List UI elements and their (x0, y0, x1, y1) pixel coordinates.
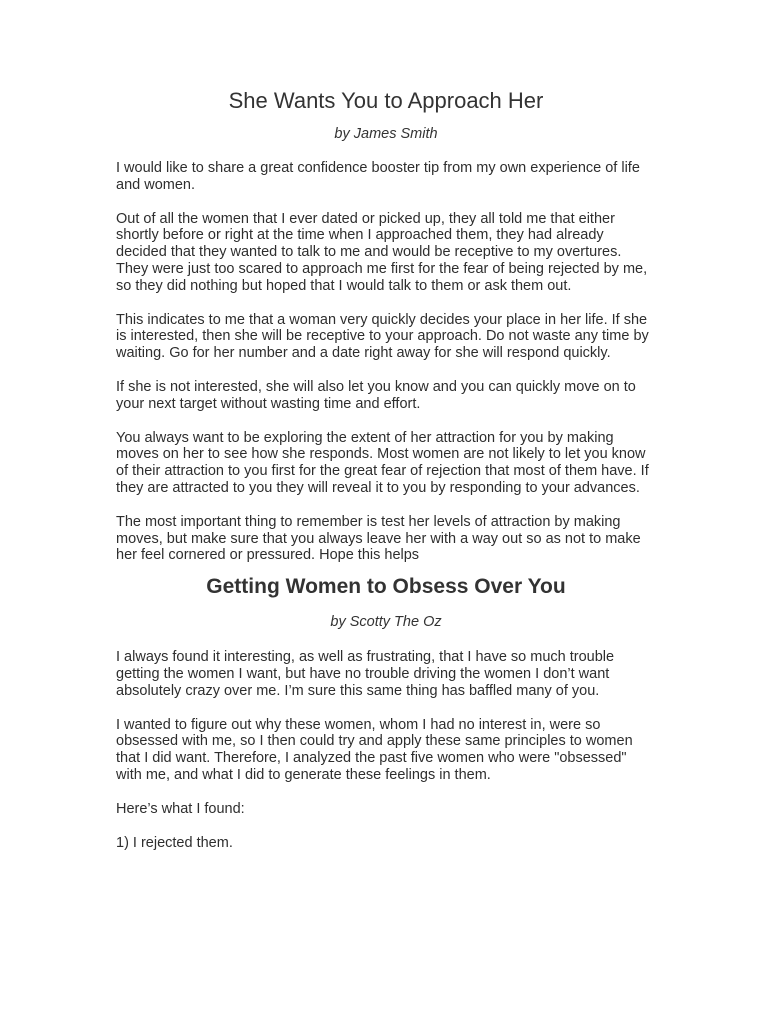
paragraph: Out of all the women that I ever dated or picked up, they all told me that either shortly before or right at the time when I approached them, they had already decided that they wanted to talk to me and would be receptive to my overtures. They were just too scared to approach me first for the fear of being rejected by me, so they did nothing but hoped that I would talk to them or ask them out. (116, 210, 648, 294)
article-title: Getting Women to Obsess Over You (206, 575, 566, 599)
article-byline: by Scotty The Oz (330, 614, 442, 631)
paragraph: I wanted to figure out why these women, whom I had no interest in, were so obsessed with me, so I then could try and apply these same principles to women that I did want. Therefore, I analyzed the past five women who were "obsessed" with me, and what I did to generate these feelings in them. (116, 716, 633, 783)
document-content (116, 88, 656, 851)
paragraph: I would like to share a great confidence booster tip from my own experience of life and women. (116, 160, 640, 193)
article-byline: by James Smith (334, 126, 438, 142)
list-item: 1) I rejected them. (116, 834, 233, 851)
paragraph: If she is not interested, she will also let you know and you can quickly move on to your next target without wasting time and effort. (116, 378, 636, 412)
paragraph: I always found it interesting, as well as frustrating, that I have so much trouble getting the women I want, but have no trouble driving the women I don’t want absolutely crazy over me. I’m sure this same thing has baffled many of you. (116, 649, 615, 699)
article-title: She Wants You to Approach Her (228, 88, 544, 113)
paragraph: You always want to be exploring the extent of her attraction for you by making moves on her to see how she responds. Most women are not likely to let you know of their attraction to you first for the great fear of rejection that most of them have. If they are attracted to you they will reveal it to you by responding to your advances. (116, 429, 649, 496)
paragraph: The most important thing to remember is test her levels of attraction by making moves, but make sure that you always leave her with a way out so as not to make her feel cornered or pressured. Hope this helps (116, 513, 641, 564)
paragraph: This indicates to me that a woman very quickly decides your place in her life. If she is interested, then she will be receptive to your approach. Do not waste any time by waiting. Go for her number and a date right away for she will respond quickly. (116, 311, 649, 362)
paragraph: Here’s what I found: (116, 800, 245, 817)
